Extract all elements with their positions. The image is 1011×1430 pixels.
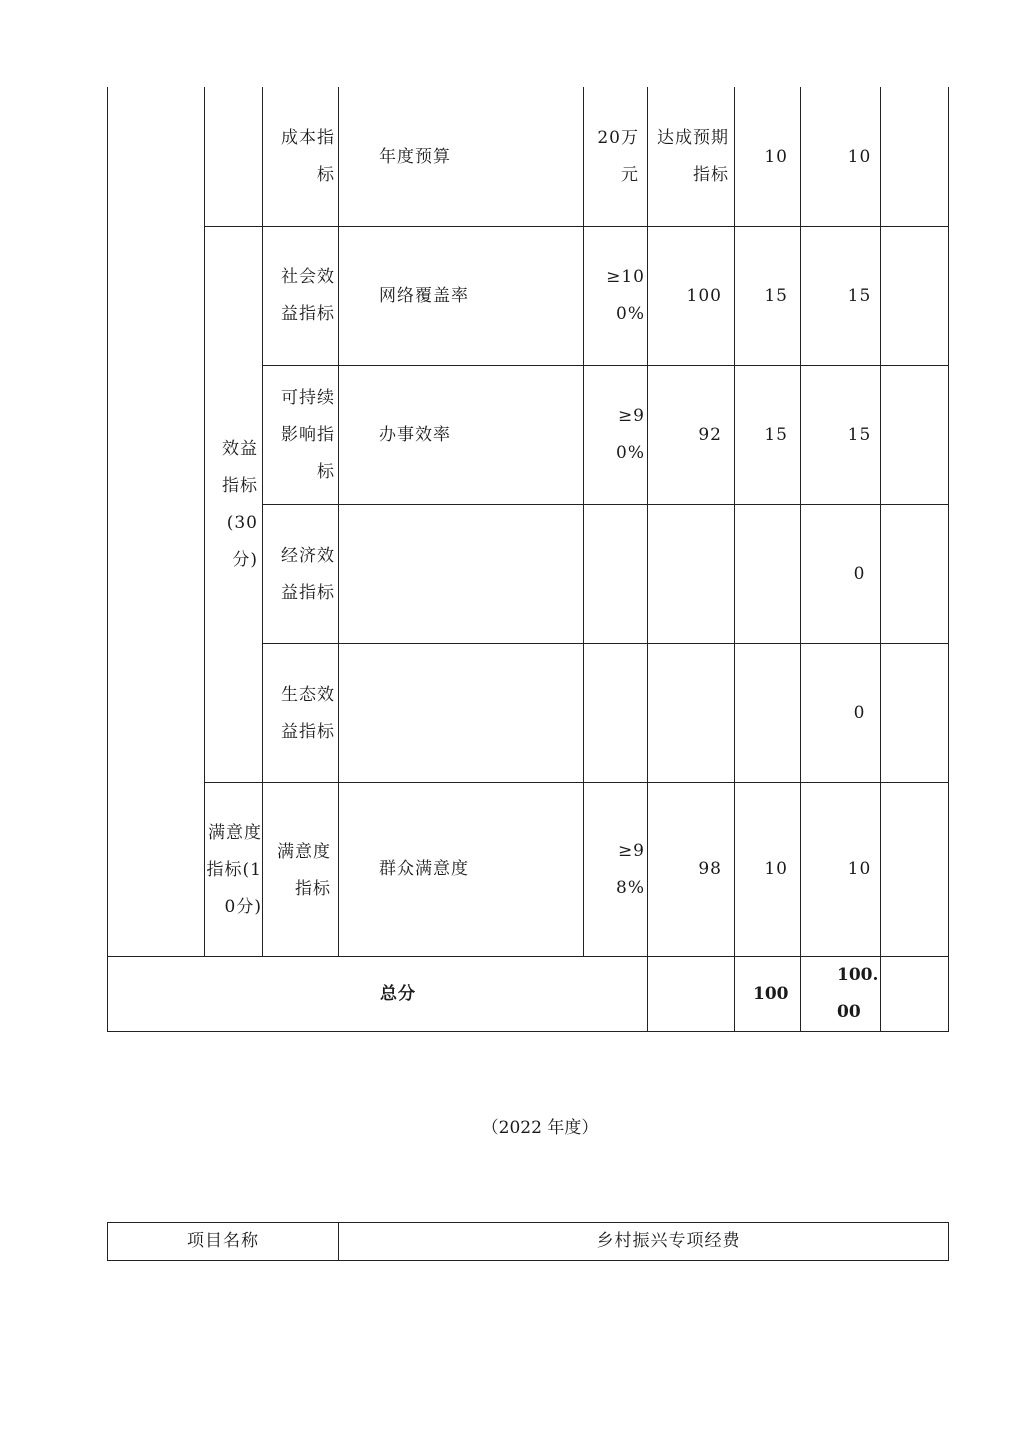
actual-value: 92 xyxy=(698,424,722,445)
actual-value: 100 xyxy=(686,285,722,306)
indicator-name: 群众满意度 xyxy=(379,859,469,879)
target-value xyxy=(584,505,647,643)
indicator-name: 网络覆盖率 xyxy=(379,285,469,306)
actual-value: 达成预期指标 xyxy=(657,128,729,185)
indicator-name xyxy=(339,644,583,782)
actual-value xyxy=(648,644,734,782)
weight-value xyxy=(735,505,800,643)
target-value: 20万元 xyxy=(597,128,639,185)
weight-value: 15 xyxy=(764,285,788,306)
total-label: 总分 xyxy=(380,983,416,1004)
weight-value: 10 xyxy=(764,146,788,167)
sub-indicator: 满意度指标 xyxy=(277,841,331,899)
weight-value: 10 xyxy=(764,859,788,879)
score-value: 0 xyxy=(853,563,866,584)
project-name-value: 乡村振兴专项经费 xyxy=(596,1231,741,1251)
sub-indicator: 生态效益指标 xyxy=(281,684,335,742)
sub-indicator: 成本指标 xyxy=(281,128,335,185)
indicator-name: 年度预算 xyxy=(379,146,451,167)
score-value: 0 xyxy=(853,702,866,723)
sub-indicator: 经济效益指标 xyxy=(281,545,335,603)
actual-value: 98 xyxy=(698,859,722,879)
score-value: 10 xyxy=(847,859,872,879)
total-weight: 100 xyxy=(753,983,789,1004)
indicator-name xyxy=(339,505,583,643)
target-value: ≥90% xyxy=(616,406,645,463)
score-value: 15 xyxy=(847,424,872,445)
score-value: 10 xyxy=(847,146,872,167)
total-score: 100.00 xyxy=(837,965,879,1022)
project-name-label: 项目名称 xyxy=(187,1231,259,1251)
target-value: ≥98% xyxy=(616,841,645,898)
sub-indicator: 可持续影响指标 xyxy=(281,388,335,482)
indicator-name: 办事效率 xyxy=(379,424,451,445)
weight-value: 15 xyxy=(764,424,788,445)
sub-indicator: 社会效益指标 xyxy=(281,266,335,324)
year-caption: （2022 年度） xyxy=(481,1118,599,1138)
target-value: ≥100% xyxy=(606,267,645,324)
actual-value xyxy=(648,505,734,643)
weight-value xyxy=(735,644,800,782)
group-benefit: 效益指标(30分) xyxy=(222,439,258,570)
group-satisfaction: 满意度指标(10分) xyxy=(206,822,262,917)
target-value xyxy=(584,644,647,782)
score-value: 15 xyxy=(847,285,872,306)
